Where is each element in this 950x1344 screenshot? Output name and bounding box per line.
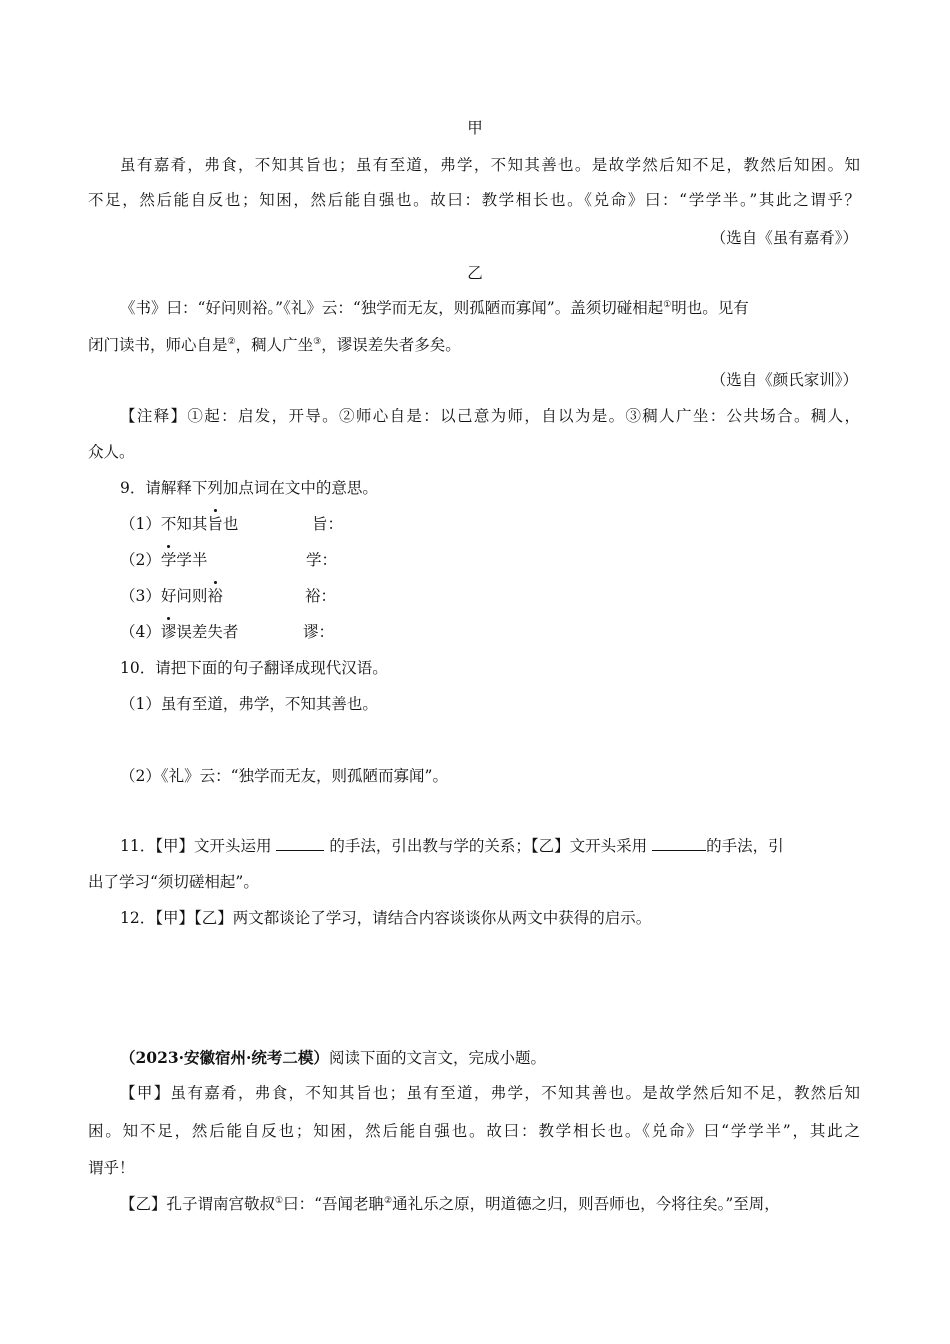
answer-label: 旨： (312, 515, 344, 533)
footnote-marker: ② (227, 337, 236, 347)
emphasis-dot-char: 旨 (207, 515, 223, 533)
passage-jia-source: （选自《虽有嘉肴》） (710, 229, 858, 247)
fill-blank[interactable] (652, 834, 706, 851)
passage-yi-line: 闭门读书，师心自是②，稠人广坐③，谬误差失者多矣。 (88, 336, 461, 354)
answer-label: 裕： (305, 587, 337, 605)
answer-label: 学： (306, 551, 338, 569)
question-10-item: （1）虽有至道，弗学，不知其善也。 (120, 695, 378, 713)
emphasis-dot-char: 谬 (160, 623, 177, 641)
footnote-marker: ② (384, 1196, 393, 1206)
question-9-item: （2）学学半 (120, 551, 208, 569)
question-9-item: （4）谬误差失者 (120, 623, 239, 641)
question-9-item: （1）不知其旨也 (120, 515, 239, 533)
question-10-item: （2）《礼》云：“独学而无友，则孤陋而寡闻”。 (120, 767, 448, 785)
question-11-line: 出了学习“须切磋相起”。 (88, 873, 259, 891)
emphasis-dot-char: 学 (160, 551, 177, 569)
answer-label: 谬： (303, 623, 335, 641)
fill-blank[interactable] (276, 834, 324, 851)
passage-yi-source: （选自《颜氏家训》） (710, 371, 858, 389)
passage-yi-heading: 乙 (467, 264, 483, 282)
question-12: 12．【甲】【乙】两文都谈论了学习，请结合内容谈谈你从两文中获得的启示。 (120, 909, 652, 927)
footnote-marker: ① (275, 1196, 284, 1206)
section-2-jia-line: 【甲】虽有嘉肴，弗食，不知其旨也；虽有至道，弗学，不知其善也。是故学然后知不足，教然后知 (120, 1084, 860, 1102)
exam-source: （2023·安徽宿州·统考二模） (120, 1048, 329, 1067)
section-2-jia-line: 谓乎！ (88, 1159, 135, 1177)
passage-jia-heading: 甲 (467, 119, 483, 137)
emphasis-dot-char: 裕 (207, 587, 223, 605)
question-9-item: （3）好问则裕 (120, 587, 223, 605)
footnote-marker: ① (663, 300, 672, 310)
section-2-yi-line: 【乙】孔子谓南宫敬叔①曰：“吾闻老聃②通礼乐之原，明道德之归，则吾师也，今将往矣。”至周， (120, 1195, 780, 1213)
question-10-stem: 10．请把下面的句子翻译成现代汉语。 (120, 659, 388, 677)
passage-jia-line: 不足，然后能自反也；知困，然后能自强也。故曰：教学相长也。《兑命》曰：“学学半。”其此之谓乎？ (88, 191, 860, 209)
passage-jia-line: 虽有嘉肴，弗食，不知其旨也；虽有至道，弗学，不知其善也。是故学然后知不足，教然后知困。知 (120, 156, 860, 174)
passage-yi-line: 《书》曰：“好问则裕。”《礼》云：“独学而无友，则孤陋而寡闻”。盖须切碰相起①明也。见有 (120, 299, 749, 317)
section-2-jia-line: 困。知不足，然后能自反也；知困，然后能自强也。故曰：教学相长也。《兑命》曰“学学半”，其此之 (88, 1122, 860, 1140)
section-2-header: （2023·安徽宿州·统考二模）阅读下面的文言文，完成小题。 (120, 1048, 546, 1067)
notes-line: 众人。 (88, 443, 135, 461)
question-11-line: 11．【甲】文开头运用 的手法，引出教与学的关系；【乙】文开头采用 的手法，引 (120, 834, 784, 857)
question-9-stem: 9．请解释下列加点词在文中的意思。 (120, 479, 378, 497)
notes-line: 【注释】①起：启发，开导。②师心自是：以己意为师，自以为是。③稠人广坐：公共场合。稠人， (120, 407, 860, 425)
footnote-marker: ③ (313, 337, 322, 347)
